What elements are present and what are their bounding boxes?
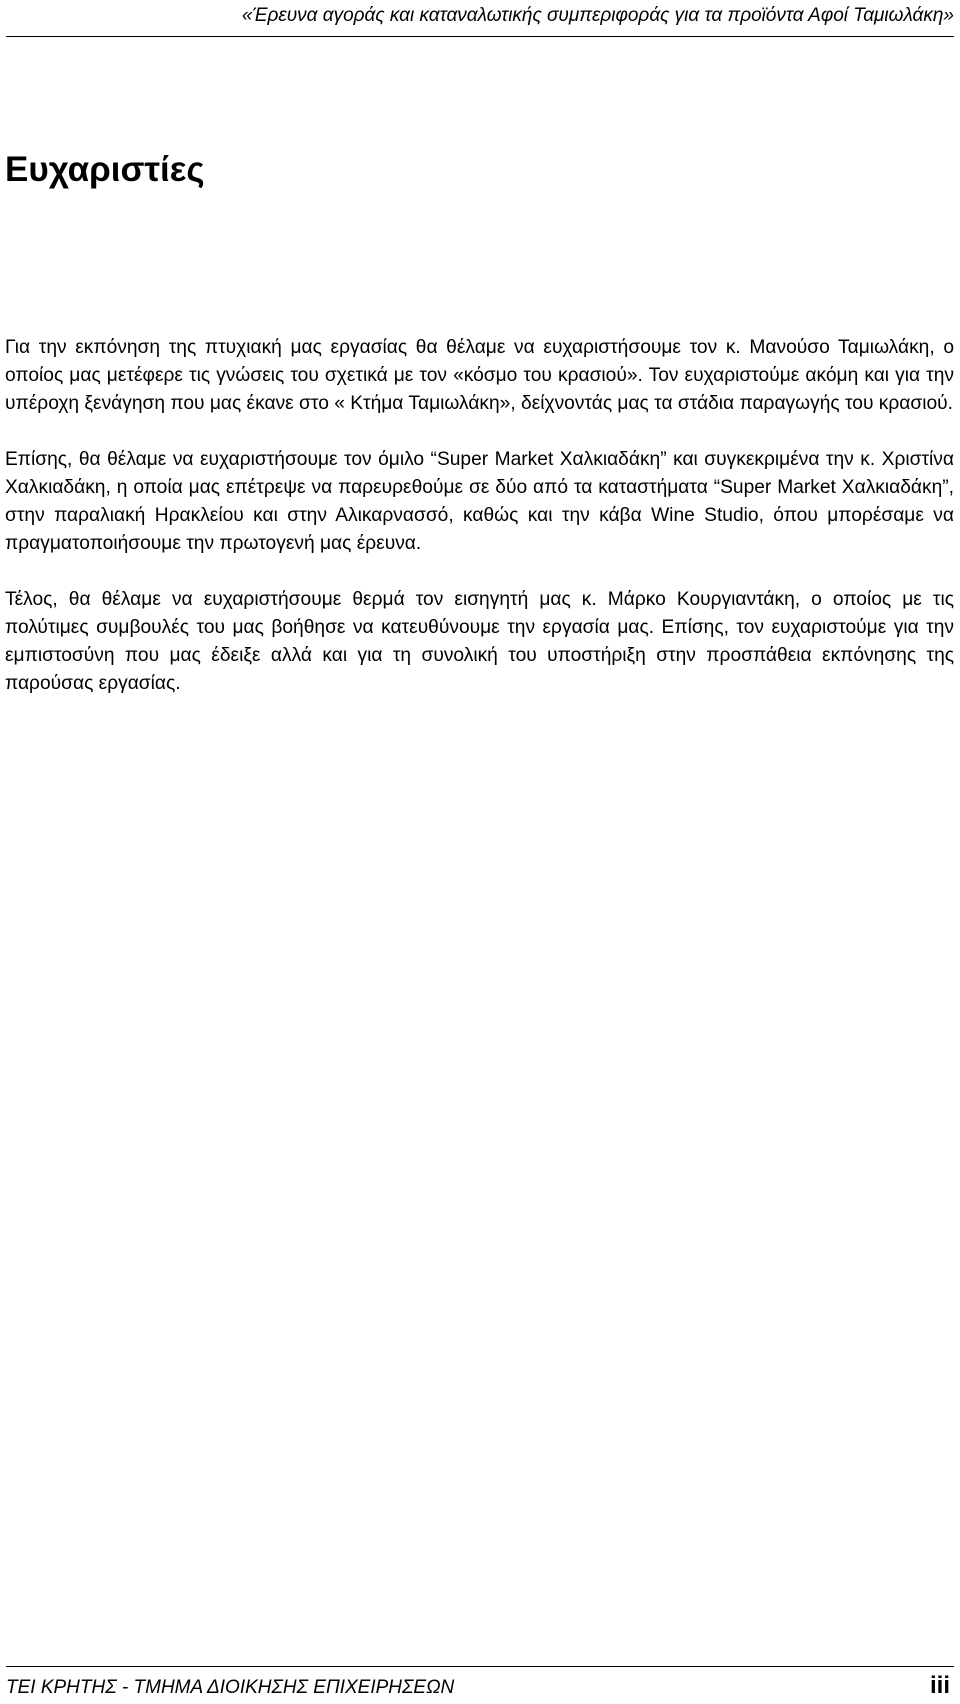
paragraph-2: Επίσης, θα θέλαμε να ευχαριστήσουμε τον όμιλο “Super Market Χαλκιαδάκη” και συγκεκριμένα την κ. Χριστίνα Χαλκιαδάκη, η οποία μας επέτρεψε να παρευρεθούμε σε δύο από τα καταστήματα “Super Market Χαλκιαδάκη”, στην παραλιακή Ηρακλείου και στην Αλικαρνασσό, καθώς και την κάβα Wine Studio, όπου μπορέσαμε να πραγματοποιήσουμε την πρωτογενή μας έρευνα. (5, 449, 954, 554)
header-title: «Έρευνα αγοράς και καταναλωτικής συμπεριφοράς για τα προϊόντα Αφοί Ταμιωλάκη» (241, 5, 954, 26)
paragraph-3: Τέλος, θα θέλαμε να ευχαριστήσουμε θερμά τον εισηγητή μας κ. Μάρκο Κουργιαντάκη, ο οποίος με τις πολύτιμες συμβουλές του μας βοήθησε να κατευθύνουμε την εργασία μας. Επίσης, τον ευχαριστούμε για την εμπιστοσύνη που μας έδειξε αλλά και για τη συνολική του υποστήριξη στην προσπάθεια εκπόνησης της παρούσας εργασίας. (5, 589, 954, 694)
page-footer (6, 1666, 954, 1699)
running-header (6, 2, 954, 37)
page-number: iii (929, 1672, 950, 1699)
section-title: Ευχαριστίες (5, 150, 205, 189)
paragraph-1: Για την εκπόνηση της πτυχιακή μας εργασίας θα θέλαμε να ευχαριστήσουμε τον κ. Μανούσο Ταμιωλάκη, ο οποίος μας μετέφερε τις γνώσεις του σχετικά με τον «κόσμο του κρασιού». Τον ευχαριστούμε ακόμη και για την υπέροχη ξενάγηση που μας έκανε στο « Κτήμα Ταμιωλάκη», δείχνοντάς μας τα στάδια παραγωγής του κρασιού. (5, 337, 954, 414)
footer-institution: ΤΕΙ ΚΡΗΤΗΣ - ΤΜΗΜΑ ΔΙΟΙΚΗΣΗΣ ΕΠΙΧΕΙΡΗΣΕΩΝ (6, 1677, 455, 1698)
acknowledgements-body (5, 334, 954, 726)
